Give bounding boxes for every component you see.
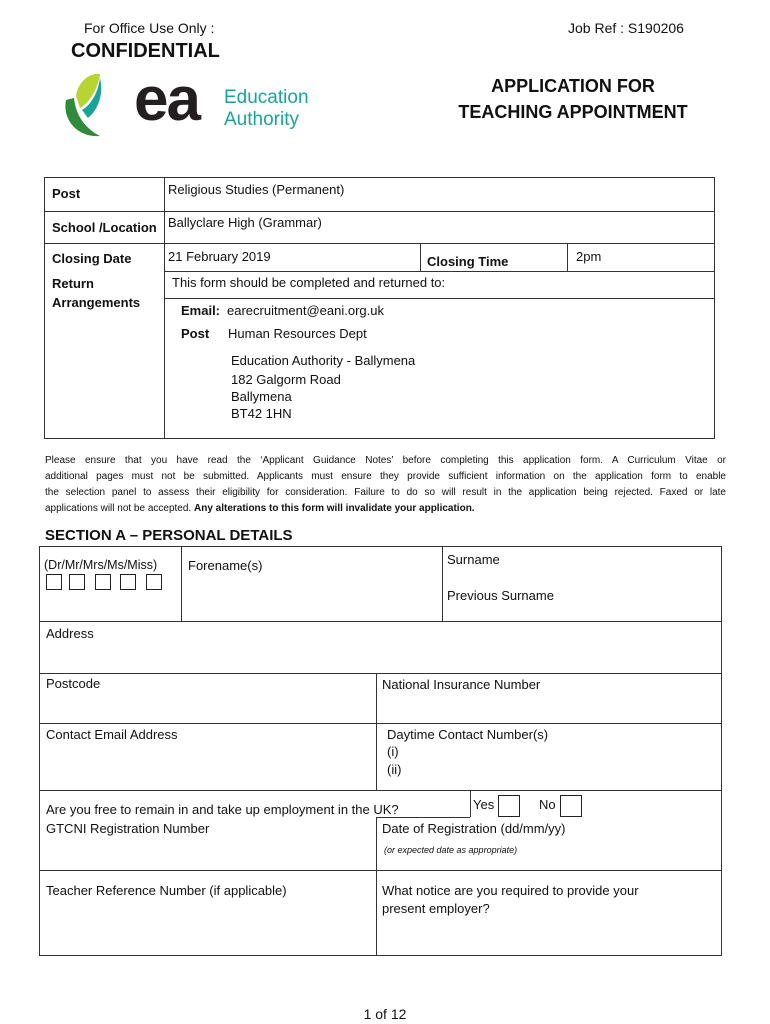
closing-date-label: Closing Date — [52, 251, 132, 266]
title-label: (Dr/Mr/Mrs/Ms/Miss) — [44, 558, 158, 572]
school-value: Ballyclare High (Grammar) — [168, 215, 322, 230]
daytime-number-i: (i) — [387, 744, 399, 759]
return-label-2: Arrangements — [52, 295, 141, 310]
previous-surname-label[interactable]: Previous Surname — [447, 588, 554, 603]
postcode-label[interactable]: Postcode — [46, 676, 101, 691]
yes-checkbox[interactable] — [498, 795, 520, 817]
ea-logo — [58, 65, 328, 142]
notice-line: additional pages must not be submitted. Applicants must ensure they provide sufficient information on the application form to enable — [45, 471, 726, 482]
registration-date-label[interactable]: Date of Registration (dd/mm/yy) — [382, 821, 566, 836]
title-checkbox-dr[interactable] — [46, 574, 62, 590]
return-label-1: Return — [52, 276, 94, 291]
daytime-number-ii: (ii) — [387, 762, 402, 777]
title-checkbox-miss[interactable] — [146, 574, 162, 590]
ni-number-label[interactable]: National Insurance Number — [382, 677, 541, 692]
section-a-heading: SECTION A – PERSONAL DETAILS — [45, 527, 293, 544]
closing-time-value: 2pm — [576, 249, 602, 264]
closing-time-label: Closing Time — [427, 254, 509, 269]
notice-line: Please ensure that you have read the ‘Applicant Guidance Notes’ before completing this application form. A Curriculum Vitae or — [45, 455, 726, 466]
job-ref: Job Ref : S190206 — [568, 20, 684, 36]
email-value: earecruitment@eani.org.uk — [227, 303, 384, 318]
post-value: Religious Studies (Permanent) — [168, 182, 345, 197]
logo-line-1: Education — [224, 87, 309, 108]
forename-label[interactable]: Forename(s) — [188, 558, 263, 573]
office-use-label: For Office Use Only : — [84, 20, 215, 36]
title-checkbox-mrs[interactable] — [95, 574, 111, 590]
logo-ea-text: ea — [134, 65, 199, 134]
address-line: BT42 1HN — [231, 406, 292, 421]
address-label[interactable]: Address — [46, 626, 94, 641]
confidential-heading: CONFIDENTIAL — [71, 40, 220, 62]
title-checkbox-mr[interactable] — [69, 574, 85, 590]
notice-warning: Any alterations to this form will invalidate your application. — [193, 503, 475, 514]
surname-label[interactable]: Surname — [447, 552, 500, 567]
closing-date-value: 21 February 2019 — [168, 249, 271, 264]
contact-email-label[interactable]: Contact Email Address — [46, 727, 178, 742]
post-address-label: Post — [181, 326, 210, 341]
address-line: Ballymena — [231, 389, 292, 404]
guidance-notice — [45, 453, 726, 517]
address-line: Human Resources Dept — [228, 326, 367, 341]
notice-period-label-2: present employer? — [382, 901, 490, 916]
notice-line: the selection panel to assess their eligibility for consideration. Failure to do so will result in the application being rejected. Faxed or late — [45, 487, 726, 498]
form-title-line-1: APPLICATION FOR — [491, 76, 655, 96]
logo-line-2: Authority — [224, 109, 299, 130]
teacher-reference-label[interactable]: Teacher Reference Number (if applicable) — [46, 883, 287, 898]
address-line: Education Authority - Ballymena — [231, 353, 416, 368]
page-number: 1 of 12 — [363, 1006, 407, 1022]
daytime-number-label[interactable]: Daytime Contact Number(s) — [387, 727, 549, 742]
notice-period-label-1[interactable]: What notice are you required to provide your — [382, 883, 639, 898]
uk-eligibility-question: Are you free to remain in and take up employment in the UK? — [46, 802, 399, 817]
form-title-line-2: TEACHING APPOINTMENT — [458, 102, 688, 122]
no-label: No — [539, 797, 556, 812]
registration-date-note: (or expected date as appropriate) — [384, 845, 518, 855]
gtcni-label[interactable]: GTCNI Registration Number — [46, 821, 210, 836]
notice-last-text: applications will not be accepted. — [45, 503, 192, 514]
notice-last-line — [45, 501, 726, 517]
yes-label: Yes — [473, 797, 495, 812]
title-checkbox-ms[interactable] — [120, 574, 136, 590]
ea-leaf-icon — [58, 70, 138, 142]
return-intro: This form should be completed and returned to: — [172, 275, 446, 290]
school-label: School /Location — [52, 220, 157, 235]
email-label: Email: — [181, 303, 221, 318]
address-line: 182 Galgorm Road — [231, 372, 341, 387]
post-label: Post — [52, 186, 81, 201]
no-checkbox[interactable] — [560, 795, 582, 817]
